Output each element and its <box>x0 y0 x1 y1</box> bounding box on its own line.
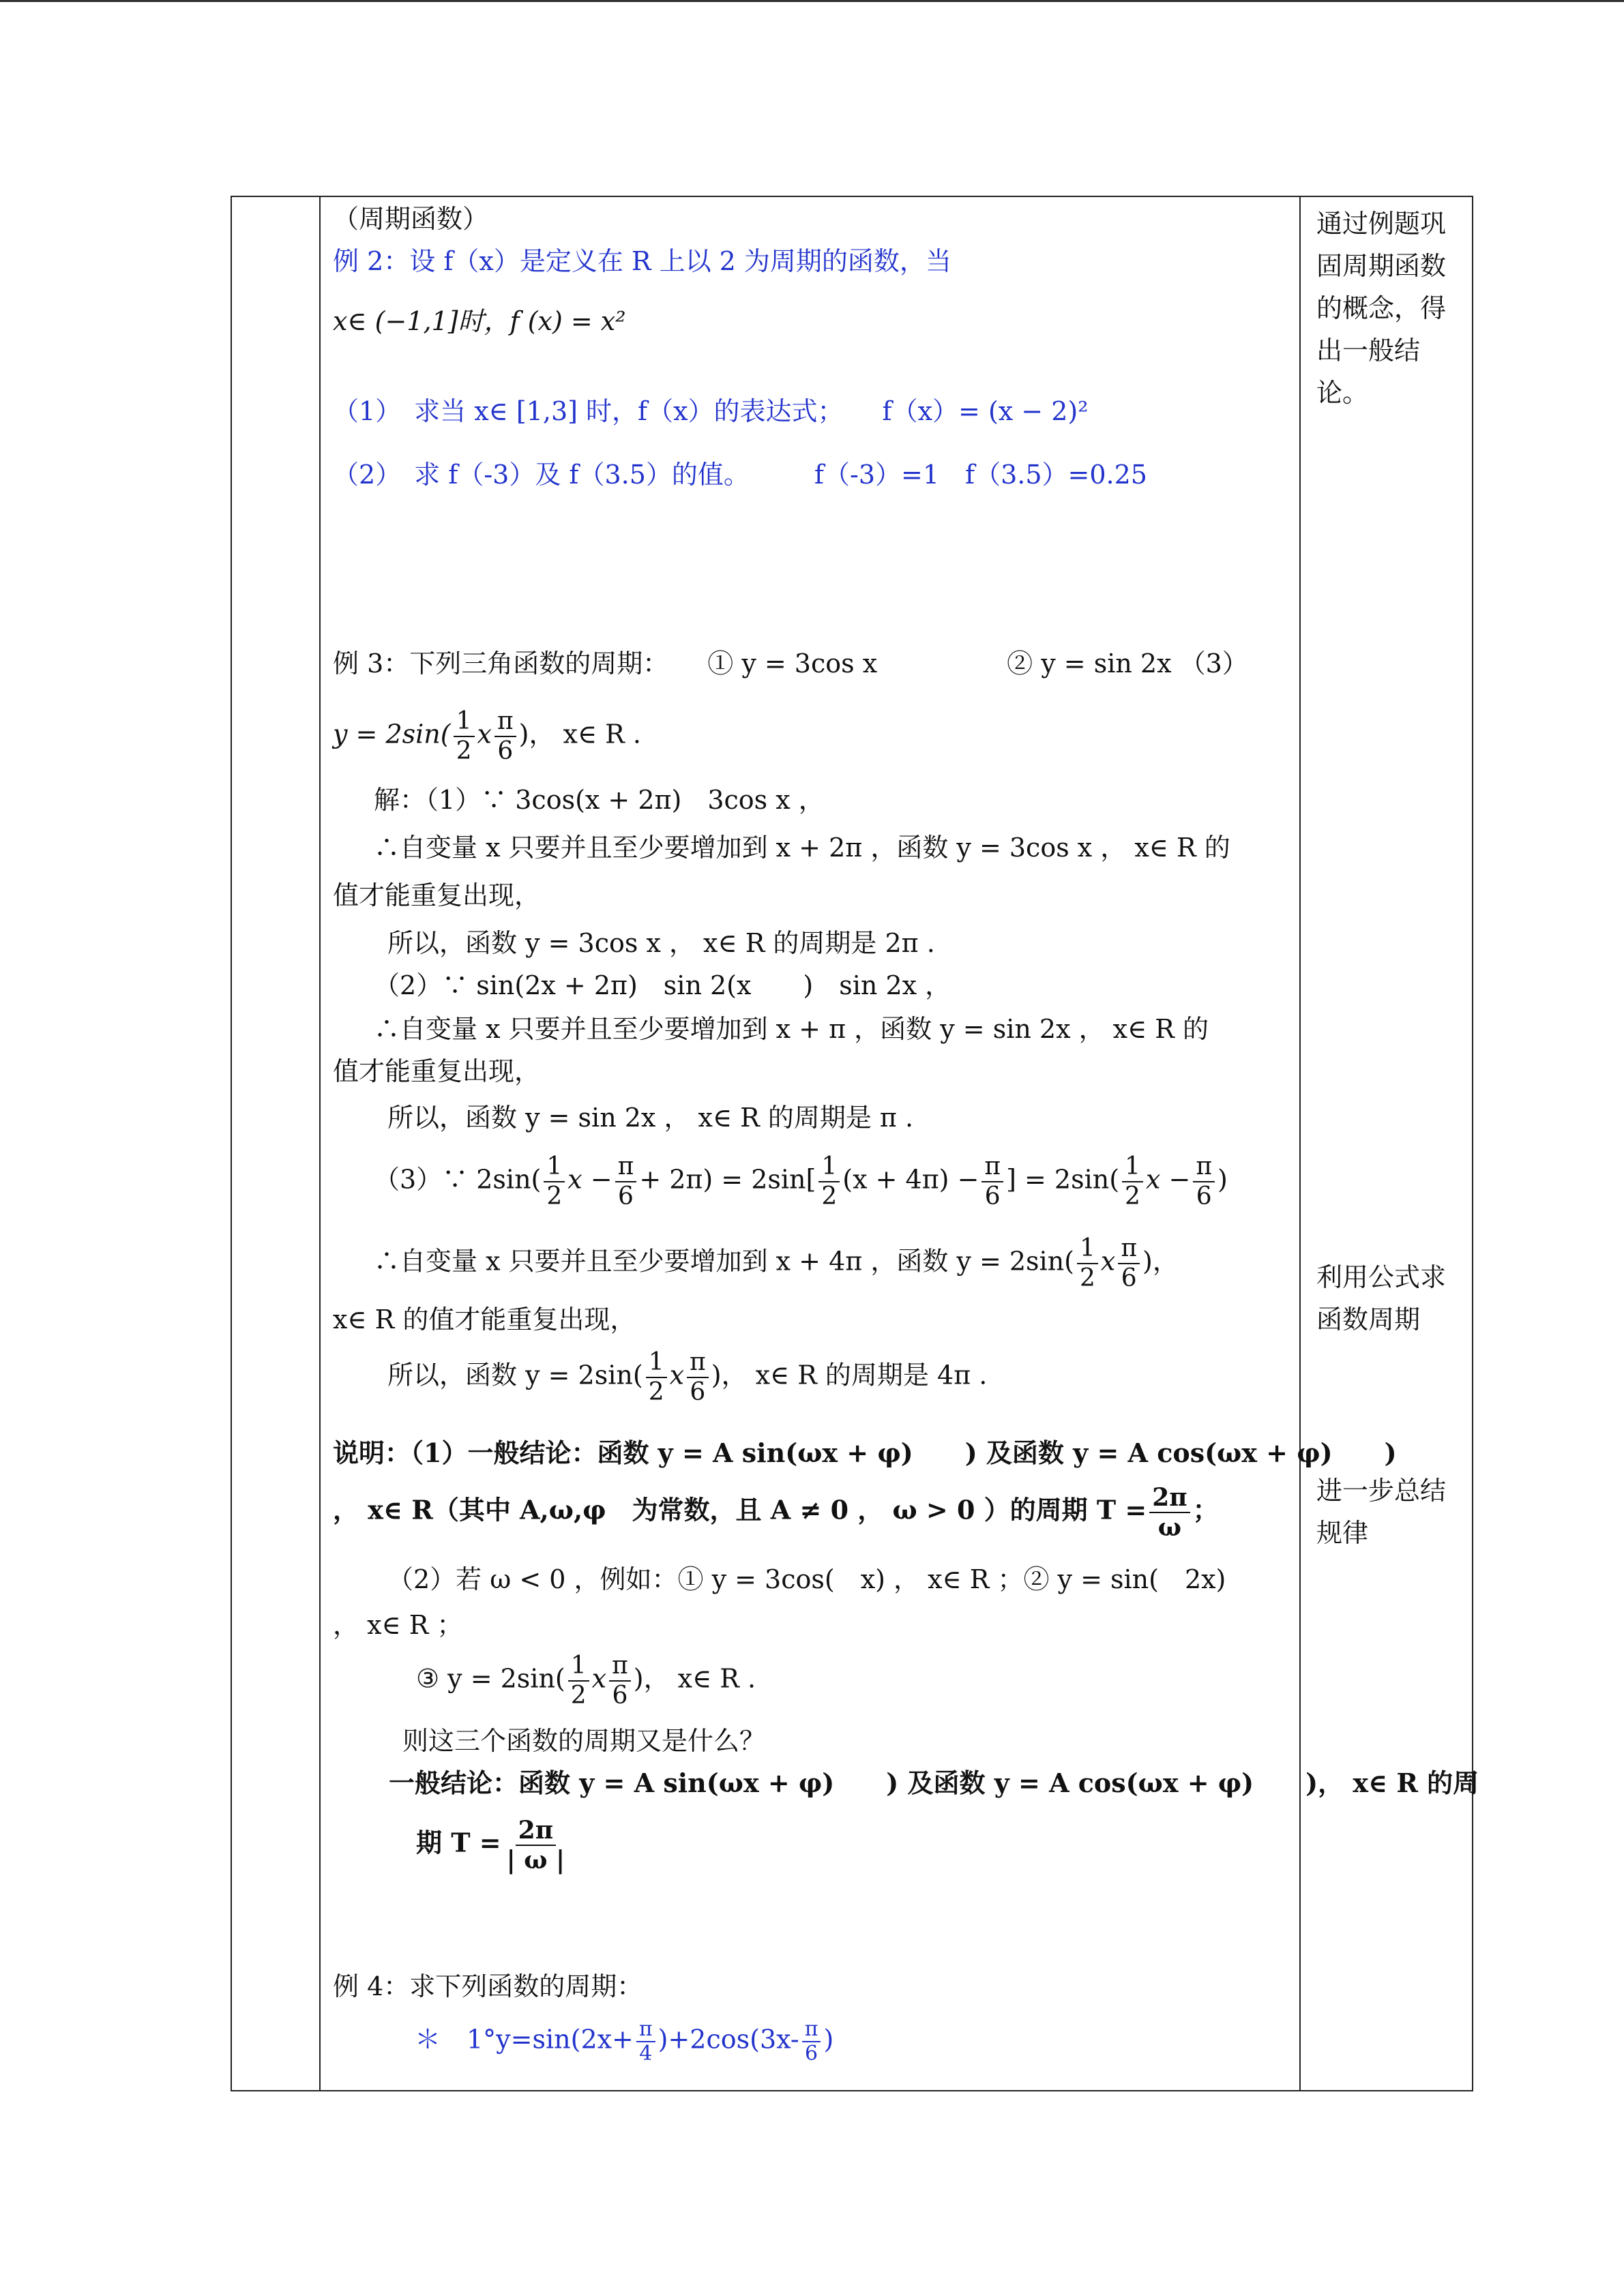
fraction-den: ω <box>1157 1513 1182 1542</box>
explanation-case2-example3 <box>416 1652 756 1710</box>
formula-part: )， x∈ R . <box>633 1663 756 1694</box>
formula-part: ) <box>823 2024 834 2055</box>
solution-step3-reason-cont: x∈ R 的值才能重复出现， <box>333 1304 636 1335</box>
note-concept: 通过例题巩固周期函数的概念，得出一般结论。 <box>1316 209 1447 408</box>
fraction-num: 1 <box>818 1152 840 1182</box>
fraction-num: 2π <box>516 1816 556 1846</box>
fraction-num: π <box>1193 1152 1215 1182</box>
fraction-den: 6 <box>690 1378 706 1406</box>
fraction-pi6 <box>802 2018 821 2066</box>
fraction-pi6 <box>609 1652 631 1710</box>
formula-part: ； <box>1192 1494 1219 1525</box>
formula-part: ＊ 1°y=sin(2x+ <box>415 2024 634 2055</box>
fraction-half <box>454 707 475 766</box>
notes-column <box>1310 196 1466 2091</box>
section-heading: （周期函数） <box>333 204 489 234</box>
fraction-half <box>1122 1152 1143 1211</box>
formula-part: x <box>591 1663 607 1694</box>
fraction-den: 6 <box>984 1182 1001 1210</box>
fraction-num: 1 <box>646 1348 667 1378</box>
formula-part: ] = 2sin( <box>1006 1164 1120 1195</box>
solution-step2-reason: ∴自变量 x 只要并且至少要增加到 x + π ，函数 y = sin 2x ， x∈ R 的 <box>374 1014 1209 1044</box>
formula-part: )， x∈ R 的周期是 4π . <box>711 1360 988 1390</box>
example4-item1 <box>415 2018 833 2066</box>
formula-part: ③ y = 2sin( <box>416 1663 565 1694</box>
solution-step1-reason: ∴自变量 x 只要并且至少要增加到 x + 2π ，函数 y = 3cos x ， x∈ R 的 <box>374 833 1230 863</box>
solution-step2: （2）∵ sin(2x + 2π) sin 2(x ) sin 2x ， <box>374 970 951 1000</box>
formula-part: ， x∈ R（其中 A,ω,φ 为常数，且 A ≠ 0 ， ω > 0 ）的周期 T = <box>333 1494 1147 1525</box>
solution-step2-reason-cont: 值才能重复出现， <box>333 1056 541 1086</box>
fraction-den: 2 <box>546 1182 563 1210</box>
formula-part: x <box>669 1360 685 1390</box>
formula-part: （3）∵ 2sin( <box>374 1164 542 1195</box>
note-formula: 利用公式求函数周期 <box>1316 1262 1447 1335</box>
fraction-2pi-abs-omega <box>504 1816 568 1875</box>
formula-part: x − <box>1145 1164 1191 1195</box>
explanation-case2-cont: ， x∈ R ； <box>333 1610 463 1640</box>
formula-part: y = 2sin( <box>333 719 451 749</box>
explanation-question: 则这三个函数的周期又是什么？ <box>402 1726 766 1756</box>
fraction-den: 4 <box>639 2042 653 2066</box>
formula-part: ) <box>1217 1164 1228 1195</box>
example3-function3 <box>333 707 641 766</box>
explanation-case2: （2）若 ω < 0 ，例如：① y = 3cos( x) ， x∈ R ；② y = sin( 2x) <box>387 1564 1226 1594</box>
fraction-num: 1 <box>544 1152 565 1182</box>
fraction-pi6 <box>687 1348 709 1407</box>
fraction-den: 6 <box>805 2042 818 2066</box>
general-conclusion-period <box>416 1816 570 1875</box>
formula-part: x − <box>567 1164 612 1195</box>
solution-step3-result <box>387 1348 987 1407</box>
fraction-half <box>646 1348 667 1407</box>
fraction-pi6 <box>1118 1234 1140 1293</box>
fraction-pi4 <box>636 2018 655 2066</box>
solution-step3-reason <box>374 1234 1179 1293</box>
fraction-den: 2 <box>648 1378 664 1406</box>
fraction-2pi-omega <box>1149 1483 1190 1542</box>
fraction-pi6 <box>494 707 516 766</box>
example2-question2: （2） 求 f（-3）及 f（3.5）的值。 f（-3）=1 f（3.5）=0.25 <box>333 460 1147 490</box>
fraction-num: π <box>636 2018 655 2042</box>
formula-part: 所以，函数 y = 2sin( <box>387 1360 643 1390</box>
note-summary: 进一步总结规律 <box>1316 1476 1447 1548</box>
fraction-den: 6 <box>497 737 514 765</box>
fraction-half <box>544 1152 565 1211</box>
formula-part: ∴自变量 x 只要并且至少要增加到 x + 4π ，函数 y = 2sin( <box>374 1246 1075 1277</box>
example2-condition: x∈ (−1,1]时，f (x) = x² <box>333 306 626 336</box>
formula-part: )， <box>1142 1246 1179 1277</box>
fraction-num: 1 <box>1077 1234 1098 1264</box>
fraction-num: 1 <box>454 707 475 737</box>
fraction-num: π <box>687 1348 709 1378</box>
example3-statement: 例 3：下列三角函数的周期： ① y = 3cos x ② y = sin 2x （3） <box>333 648 1248 679</box>
fraction-num: 2π <box>1149 1483 1190 1513</box>
fraction-num: π <box>615 1152 637 1182</box>
fraction-half <box>568 1652 589 1710</box>
fraction-num: 1 <box>568 1652 589 1682</box>
explanation-conclusion1: 说明：（1）一般结论：函数 y = A sin(ωx + φ) ) 及函数 y = A cos(ωx + φ) ) <box>333 1437 1397 1468</box>
fraction-pi6 <box>615 1152 637 1211</box>
solution-step1: 解：（1）∵ 3cos(x + 2π) 3cos x ， <box>374 785 825 815</box>
formula-part: x <box>1100 1246 1116 1277</box>
example4-statement: 例 4：求下列函数的周期： <box>333 1971 643 2001</box>
fraction-num: π <box>981 1152 1003 1182</box>
formula-part: (x + 4π) − <box>842 1164 979 1195</box>
general-conclusion: 一般结论：函数 y = A sin(ωx + φ) ) 及函数 y = A cos(ωx + φ) )， x∈ R 的周 <box>389 1768 1479 1798</box>
example2-question1: （1） 求当 x∈ [1,3] 时，f（x）的表达式； f（x）= (x − 2)² <box>333 396 1089 426</box>
fraction-den: | ω | <box>506 1846 565 1875</box>
fraction-pi6 <box>1193 1152 1215 1211</box>
formula-part: x <box>477 719 492 749</box>
example2-statement: 例 2：设 f（x）是定义在 R 上以 2 为周期的函数，当 <box>333 246 951 276</box>
fraction-num: π <box>1118 1234 1140 1264</box>
fraction-den: 2 <box>456 737 472 765</box>
fraction-pi6 <box>981 1152 1003 1211</box>
explanation-conclusion1-cont <box>333 1483 1219 1542</box>
fraction-num: 1 <box>1122 1152 1143 1182</box>
solution-step2-result: 所以，函数 y = sin 2x ， x∈ R 的周期是 π . <box>387 1103 914 1133</box>
fraction-den: 2 <box>570 1682 587 1710</box>
solution-step1-reason-cont: 值才能重复出现， <box>333 880 541 910</box>
formula-part: )+2cos(3x- <box>658 2024 799 2055</box>
top-rule <box>0 0 1624 2</box>
fraction-den: 6 <box>612 1682 628 1710</box>
fraction-den: 6 <box>1121 1264 1137 1292</box>
fraction-den: 2 <box>821 1182 838 1210</box>
column-divider-right <box>1299 196 1301 2091</box>
formula-part: + 2π) = 2sin[ <box>639 1164 816 1195</box>
fraction-num: π <box>609 1652 631 1682</box>
fraction-den: 6 <box>618 1182 634 1210</box>
fraction-half <box>1077 1234 1098 1293</box>
fraction-den: 2 <box>1125 1182 1140 1210</box>
fraction-num: π <box>494 707 516 737</box>
fraction-half <box>818 1152 840 1211</box>
fraction-den: 2 <box>1080 1264 1095 1292</box>
formula-part: 期 T = <box>416 1827 501 1858</box>
fraction-den: 6 <box>1196 1182 1212 1210</box>
solution-step1-result: 所以，函数 y = 3cos x ， x∈ R 的周期是 2π . <box>387 928 935 958</box>
solution-step3 <box>374 1152 1228 1211</box>
fraction-num: π <box>802 2018 821 2042</box>
formula-part: )， x∈ R . <box>518 719 641 749</box>
